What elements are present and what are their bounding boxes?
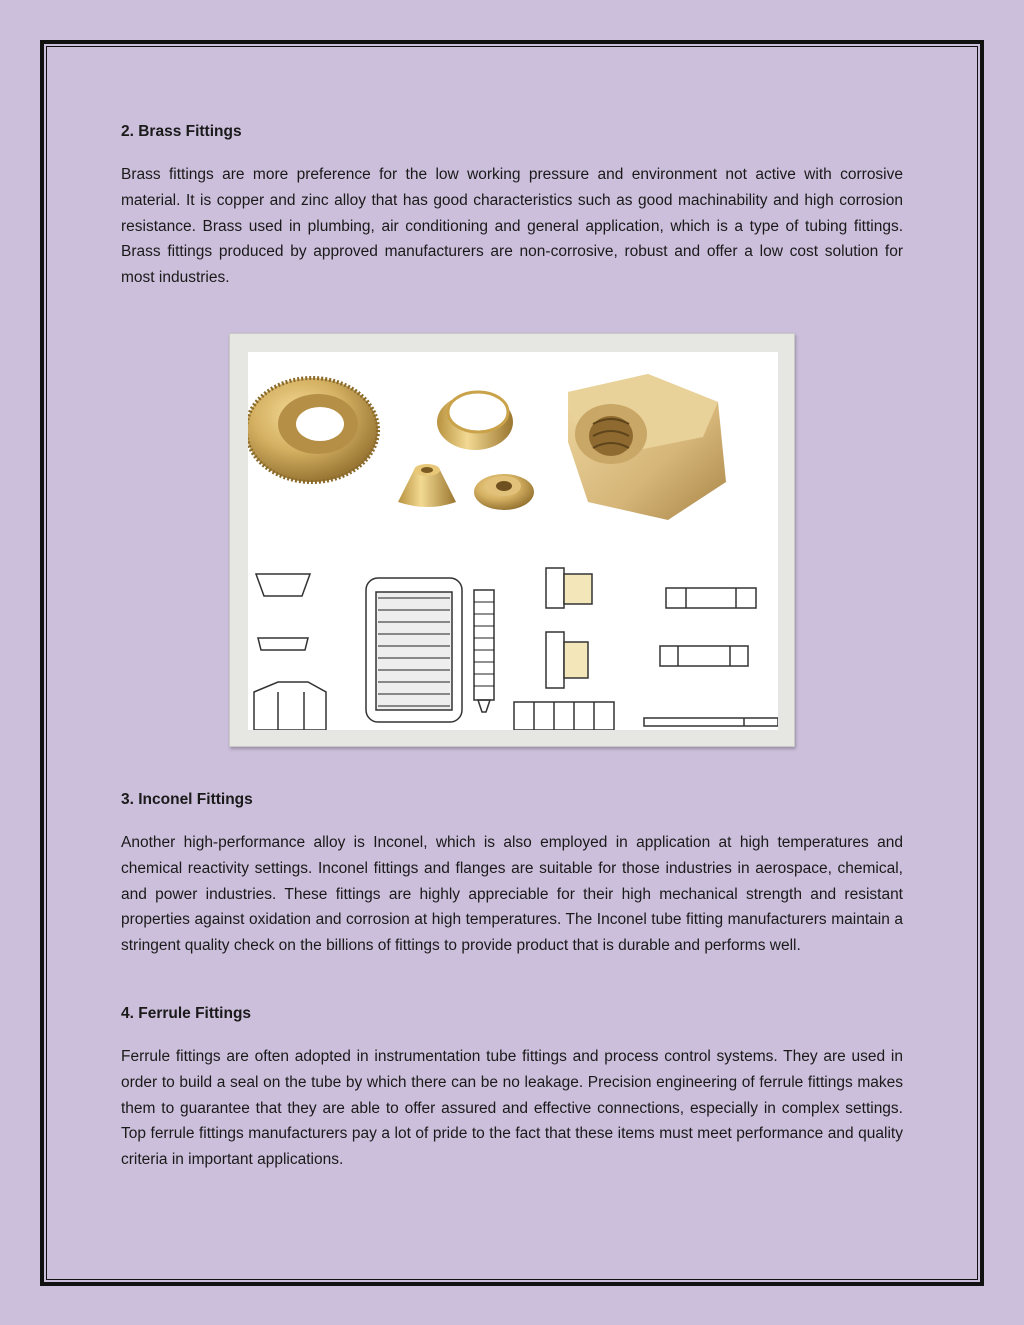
section-body-brass: Brass fittings are more preference for the low working pressure and environment not active with corrosive material. It is copper and zinc alloy that has good characteristics such as good machinability and high corrosion resistance. Brass used in plumbing, air conditioning and general application, which is a type of tubing fittings. Brass fittings produced by approved manufacturers are non-corrosive, robust and offer a low cost solution for most industries. — [121, 166, 903, 287]
brass-fittings-image — [229, 333, 795, 747]
section-heading-inconel: 3. Inconel Fittings — [121, 791, 253, 808]
section-body-ferrule: Ferrule fittings are often adopted in instrumentation tube fittings and process control systems. They are used in order to build a seal on the tube by which there can be no leakage. Precision engineering of ferrule fittings makes them to guarantee that they are able to offer assured and effective connections, especially in complex settings. Top ferrule fittings manufacturers pay a lot of pride to the fact that these items must meet performance and quality criteria in important applications. — [121, 1048, 903, 1169]
knurled-nut-photo — [248, 378, 378, 482]
section-heading-ferrule: 4. Ferrule Fittings — [121, 1005, 252, 1022]
fittings-line-drawings — [254, 568, 778, 730]
brass-ring-photo — [437, 392, 513, 450]
brass-sleeve-photo — [474, 474, 534, 510]
section-heading-brass: 2. Brass Fittings — [121, 123, 242, 140]
hex-nut-photo — [568, 374, 726, 520]
section-body-inconel: Another high-performance alloy is Inconel, which is also employed in application at high temperatures and chemical reactivity settings. Inconel fittings and flanges are suitable for those industries in aerospace, chemical, and power industries. These fittings are highly appreciable for their high mechanical strength and resistant properties against oxidation and corrosion at high temperatures. The Inconel tube fitting manufacturers maintain a stringent quality check on the billions of fittings to provide product that is durable and performs well. — [121, 834, 903, 955]
brass-ferrule-photo — [398, 464, 456, 507]
